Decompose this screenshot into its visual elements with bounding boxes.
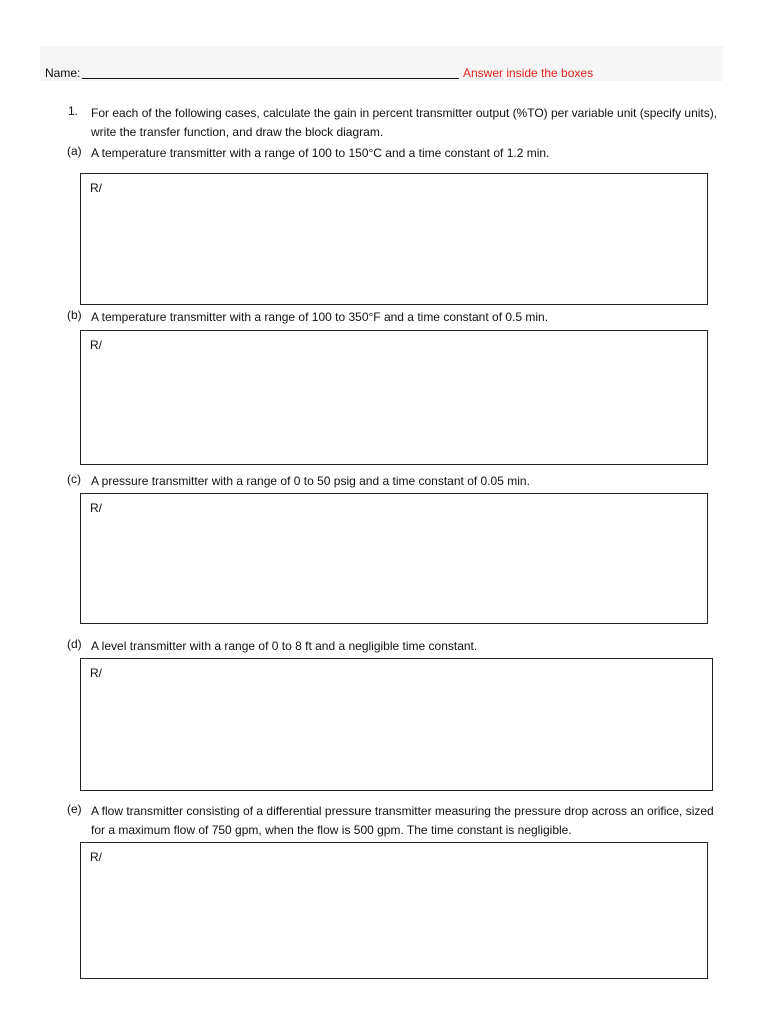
part-c-answer-box[interactable] [80,493,708,624]
part-d-answer-box[interactable] [80,658,713,791]
part-e-text: A flow transmitter consisting of a differential pressure transmitter measuring the pressure drop across an orifice, sized for a maximum flow of 750 gpm, when the flow is 500 gpm. The time constant is negligible. [91,804,714,837]
question-text: For each of the following cases, calculate the gain in percent transmitter output (%TO) per variable unit (specify units), write the transfer function, and draw the block diagram. [91,106,718,139]
answer-prefix: R/ [90,338,102,352]
name-label: Name: [45,66,81,80]
part-b-letter: (b) [67,308,82,322]
part-a-letter: (a) [67,144,82,158]
part-a-text: A temperature transmitter with a range of 100 to 150°C and a time constant of 1.2 min. [91,146,550,160]
name-field-line[interactable] [82,78,459,79]
answer-prefix: R/ [90,181,102,195]
part-e-answer-box[interactable] [80,842,708,979]
answer-prefix: R/ [90,850,102,864]
part-d-text: A level transmitter with a range of 0 to 8 ft and a negligible time constant. [91,639,478,653]
part-c-letter: (c) [67,472,81,486]
part-c-text: A pressure transmitter with a range of 0 to 50 psig and a time constant of 0.05 min. [91,474,530,488]
part-a-answer-box[interactable] [80,173,708,305]
question-number: 1. [68,104,79,118]
answer-prefix: R/ [90,501,102,515]
name-band [40,46,723,81]
part-e-letter: (e) [67,802,82,816]
answer-prefix: R/ [90,666,102,680]
part-d-letter: (d) [67,637,82,651]
part-b-answer-box[interactable] [80,330,708,465]
part-b-text: A temperature transmitter with a range of 100 to 350°F and a time constant of 0.5 min. [91,310,549,324]
answer-instruction: Answer inside the boxes [463,66,594,80]
